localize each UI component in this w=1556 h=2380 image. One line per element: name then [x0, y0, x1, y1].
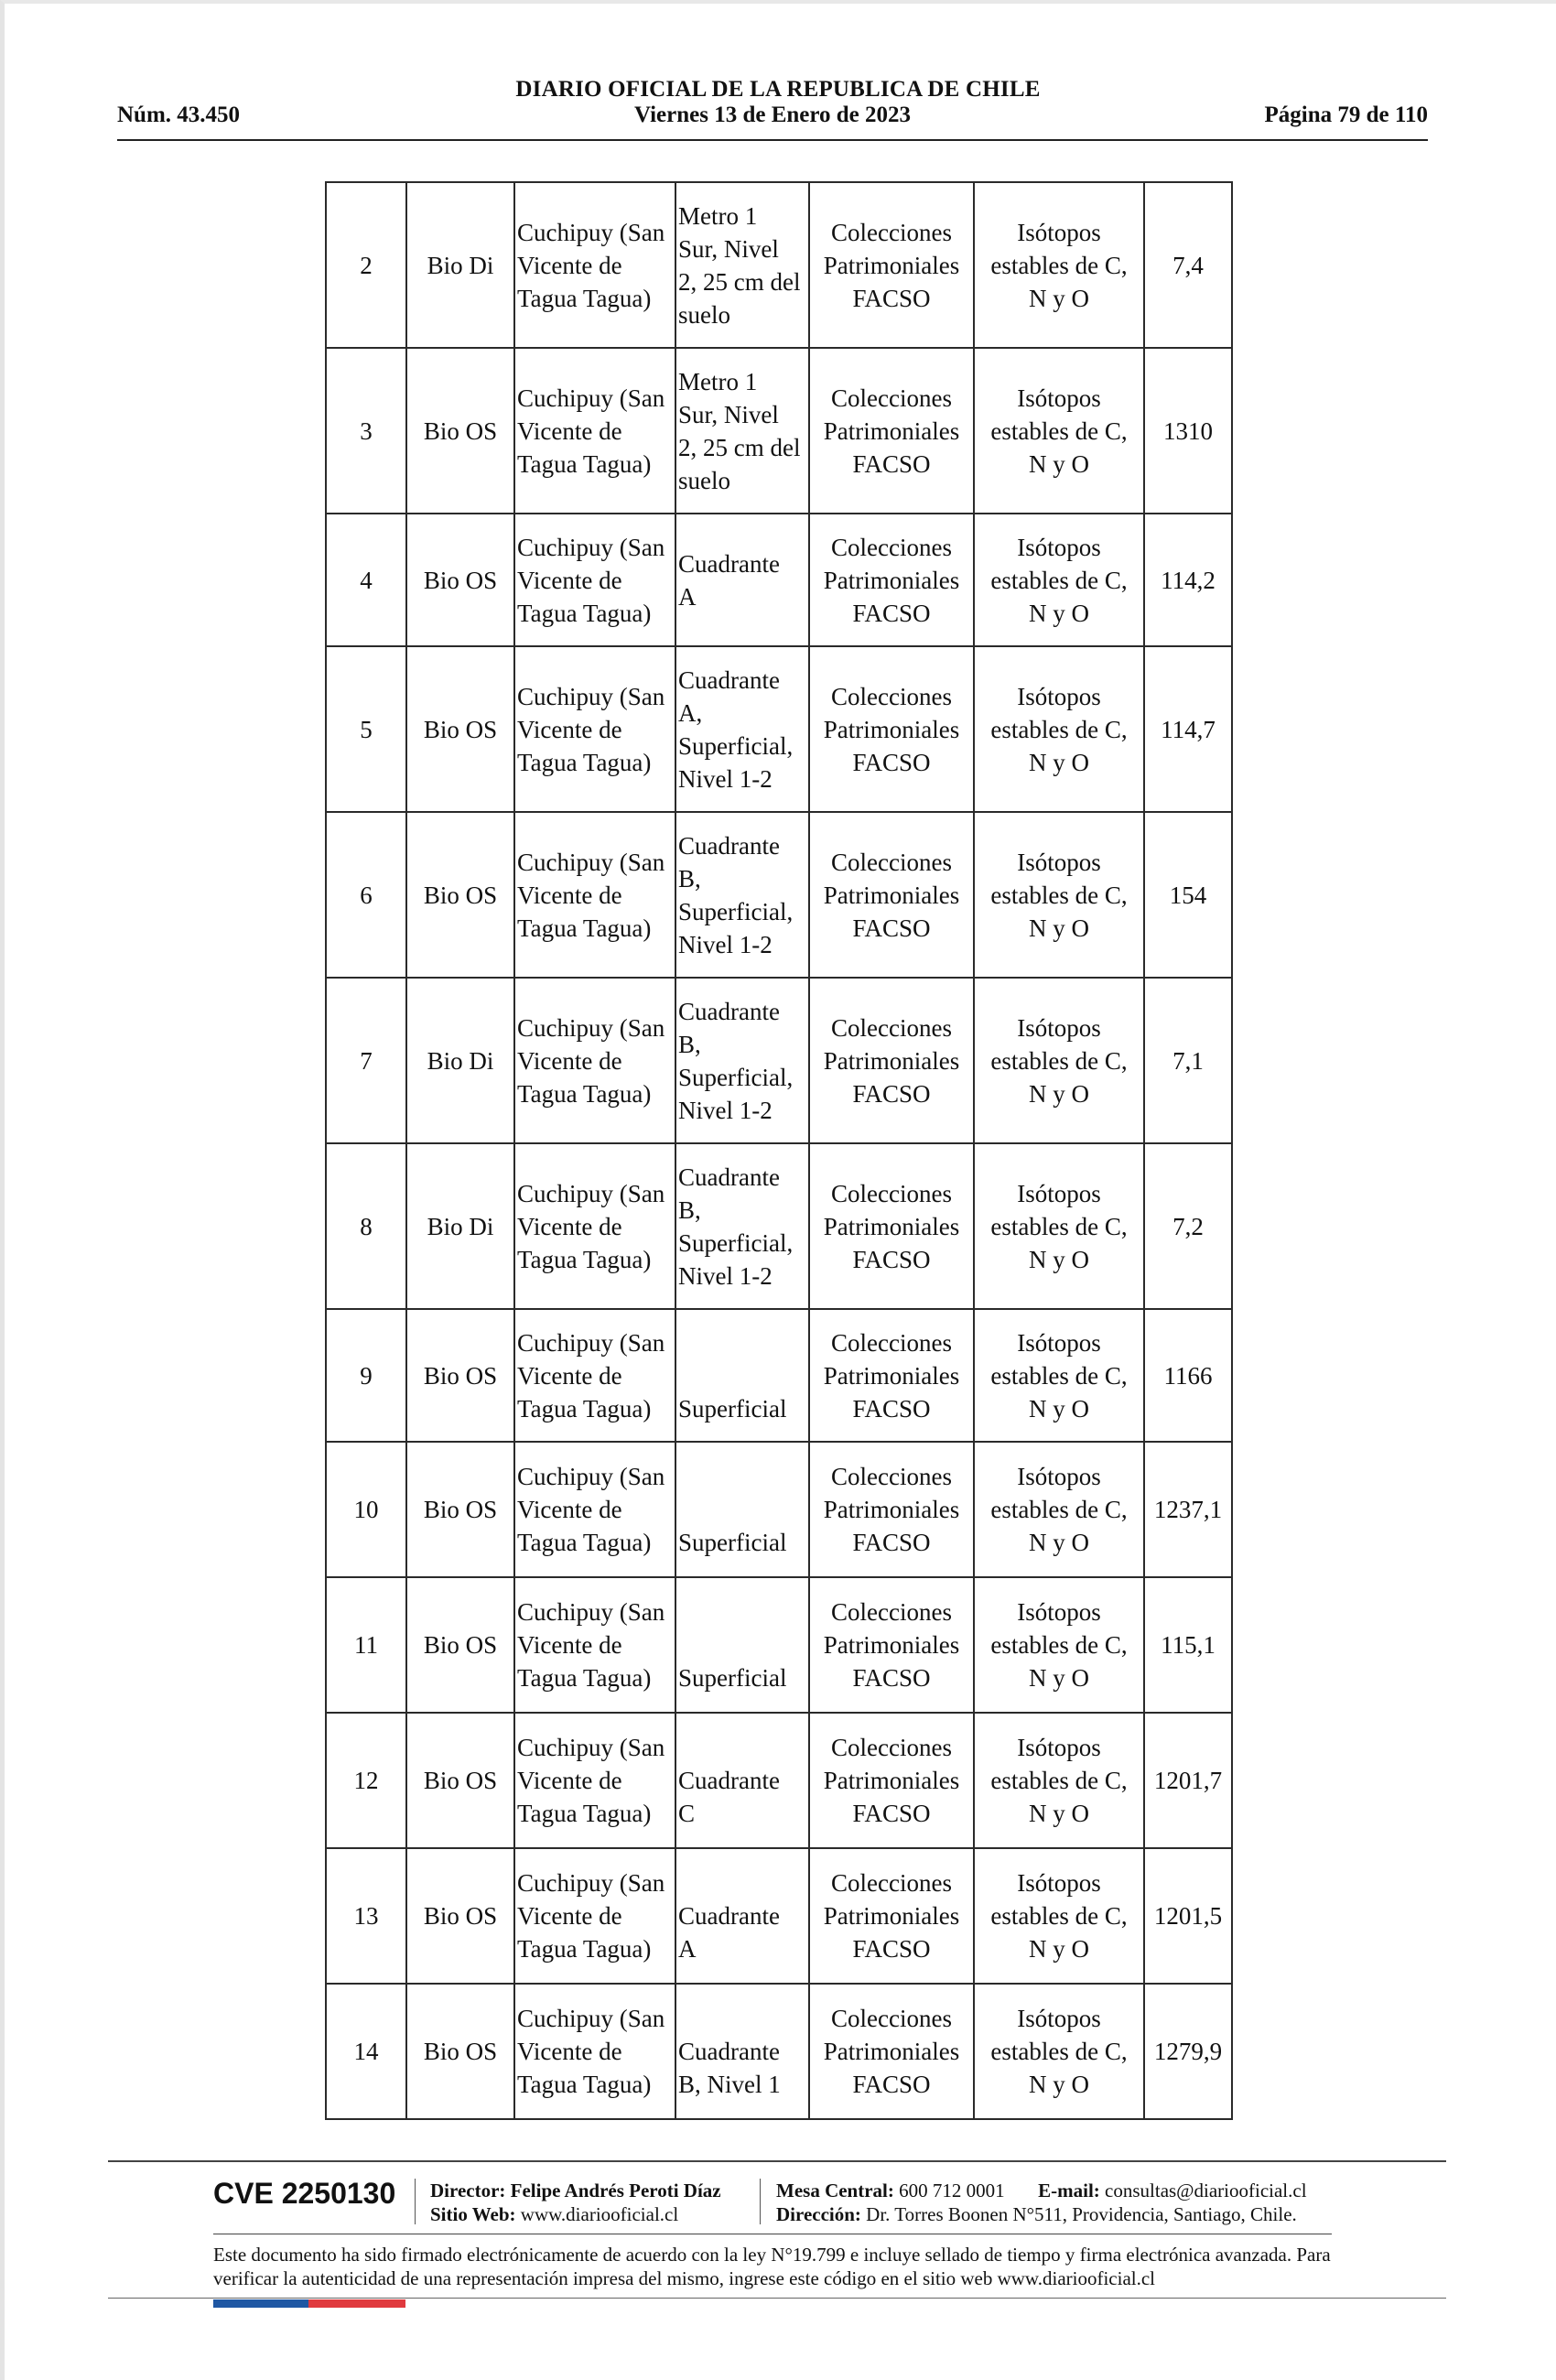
- row-number-cell: 8: [326, 1143, 406, 1309]
- location-cell-line: B,: [678, 1195, 701, 1224]
- analysis-cell-line: estables de C,: [990, 1767, 1128, 1794]
- analysis-cell: [974, 348, 1144, 514]
- sample-type-cell: Bio OS: [406, 514, 514, 646]
- collection-cell-line: Patrimoniales: [823, 566, 960, 594]
- row-number-cell: 14: [326, 1984, 406, 2119]
- site-cell: [514, 1713, 675, 1848]
- email-link[interactable]: consultas@diariooficial.cl: [1105, 2180, 1307, 2202]
- site-cell-line: Cuchipuy (San: [517, 1179, 665, 1207]
- row-number-cell: 13: [326, 1848, 406, 1984]
- collection-cell-line: Colecciones: [831, 533, 952, 561]
- site-cell-line: Vicente de: [517, 2038, 622, 2065]
- location-cell-line: C: [678, 1800, 696, 1827]
- address-value: Dr. Torres Boonen N°511, Providencia, Santiago, Chile.: [866, 2203, 1297, 2225]
- collection-cell-line: FACSO: [852, 2071, 931, 2098]
- location-cell-line: Cuadrante: [678, 2038, 780, 2065]
- address-label: Dirección:: [776, 2203, 861, 2225]
- signature-note: Este documento ha sido firmado electrónicamente de acuerdo con la ley N°19.799 e incluye sellado de tiempo y firma electrónica avanzada. Para verificar la autenticidad de una representación impresa del mismo, ingrese este código en el sitio web www.diariooficial.cl: [213, 2244, 1331, 2289]
- value-cell: 1166: [1144, 1309, 1232, 1442]
- table-row: [326, 646, 1232, 812]
- location-cell-line: Nivel 1-2: [678, 764, 773, 793]
- collection-cell: [809, 646, 974, 812]
- location-cell: [675, 812, 809, 978]
- analysis-cell-line: estables de C,: [990, 251, 1128, 279]
- collection-cell: [809, 1577, 974, 1713]
- site-cell-line: Tagua Tagua): [517, 284, 652, 312]
- site-cell: [514, 1442, 675, 1577]
- collection-cell-line: Colecciones: [831, 1328, 952, 1357]
- location-cell: [675, 182, 809, 348]
- site-cell-line: Tagua Tagua): [517, 914, 652, 942]
- collection-cell-line: Patrimoniales: [823, 2038, 960, 2065]
- location-cell-line: [678, 1460, 806, 1493]
- collection-cell: [809, 1984, 974, 2119]
- collection-cell: [809, 1713, 974, 1848]
- site-cell-line: Cuchipuy (San: [517, 1734, 665, 1761]
- site-cell-line: Vicente de: [517, 1767, 622, 1794]
- analysis-cell-line: N y O: [1029, 1800, 1089, 1827]
- site-cell-line: Vicente de: [517, 416, 622, 445]
- analysis-cell-line: estables de C,: [990, 1631, 1128, 1659]
- collection-cell-line: FACSO: [852, 1935, 931, 1963]
- collection-cell-line: FACSO: [852, 599, 931, 627]
- location-cell-line: B,: [678, 1030, 701, 1058]
- collection-cell-line: Patrimoniales: [823, 1212, 960, 1240]
- sample-type-cell: Bio Di: [406, 1143, 514, 1309]
- site-cell-line: Tagua Tagua): [517, 1664, 652, 1692]
- collection-cell: [809, 348, 974, 514]
- footer-rule-top: [108, 2160, 1446, 2162]
- site-cell-line: Vicente de: [517, 1496, 622, 1523]
- analysis-cell-line: estables de C,: [990, 715, 1128, 743]
- site-cell-line: Tagua Tagua): [517, 1935, 652, 1963]
- collection-cell-line: FACSO: [852, 1245, 931, 1273]
- collection-cell-line: Colecciones: [831, 218, 952, 246]
- site-cell: [514, 1984, 675, 2119]
- site-cell-line: Cuchipuy (San: [517, 533, 665, 561]
- location-cell-line: [678, 1359, 806, 1392]
- collection-cell-line: Colecciones: [831, 1463, 952, 1490]
- value-cell: 7,2: [1144, 1143, 1232, 1309]
- issue-number: Núm. 43.450: [117, 103, 241, 127]
- analysis-cell-line: Isótopos: [1017, 384, 1101, 412]
- analysis-cell-line: estables de C,: [990, 1902, 1128, 1930]
- analysis-cell: [974, 1143, 1144, 1309]
- row-number-cell: 9: [326, 1309, 406, 1442]
- collection-cell-line: Patrimoniales: [823, 1361, 960, 1390]
- analysis-cell-line: N y O: [1029, 748, 1089, 776]
- location-cell-line: Superficial,: [678, 1063, 794, 1091]
- analysis-cell: [974, 1442, 1144, 1577]
- table-row: [326, 182, 1232, 348]
- row-number-cell: 2: [326, 182, 406, 348]
- site-cell-line: Cuchipuy (San: [517, 1869, 665, 1897]
- row-number-cell: 6: [326, 812, 406, 978]
- table-row: [326, 1143, 1232, 1309]
- location-cell-line: [678, 1493, 806, 1526]
- row-number-cell: 11: [326, 1577, 406, 1713]
- location-cell-line: [678, 1326, 806, 1359]
- collection-cell-line: Colecciones: [831, 1013, 952, 1042]
- analysis-cell-line: N y O: [1029, 1935, 1089, 1963]
- collection-cell-line: Colecciones: [831, 1869, 952, 1897]
- location-cell-line: Nivel 1-2: [678, 1261, 773, 1290]
- location-cell: [675, 1713, 809, 1848]
- site-cell-line: Tagua Tagua): [517, 1800, 652, 1827]
- value-cell: 115,1: [1144, 1577, 1232, 1713]
- location-cell-line: Cuadrante: [678, 665, 780, 694]
- value-cell: 154: [1144, 812, 1232, 978]
- location-cell: [675, 1309, 809, 1442]
- location-cell: [675, 1848, 809, 1984]
- flag-stripe-red: [308, 2299, 405, 2308]
- location-cell-line: Superficial,: [678, 731, 794, 760]
- analysis-cell-line: Isótopos: [1017, 1179, 1101, 1207]
- analysis-cell-line: N y O: [1029, 1394, 1089, 1423]
- location-cell: [675, 1577, 809, 1713]
- value-cell: 7,4: [1144, 182, 1232, 348]
- location-cell-line: Cuadrante: [678, 831, 780, 860]
- analysis-cell-line: N y O: [1029, 1529, 1089, 1556]
- site-cell-line: Cuchipuy (San: [517, 1598, 665, 1626]
- site-cell: [514, 1309, 675, 1442]
- analysis-cell-line: Isótopos: [1017, 533, 1101, 561]
- collection-cell-line: Patrimoniales: [823, 1046, 960, 1075]
- collection-cell-line: FACSO: [852, 748, 931, 776]
- collection-cell-line: Colecciones: [831, 1598, 952, 1626]
- location-cell: [675, 514, 809, 646]
- location-cell: [675, 1984, 809, 2119]
- location-cell-line: Cuadrante: [678, 1163, 780, 1191]
- location-cell-line: [678, 1596, 806, 1628]
- location-cell-line: suelo: [678, 300, 730, 329]
- location-cell-line: A: [678, 1935, 697, 1963]
- collection-cell-line: FACSO: [852, 914, 931, 942]
- sample-type-cell: Bio OS: [406, 1309, 514, 1442]
- location-cell-line: Cuadrante: [678, 1902, 780, 1930]
- sample-type-cell: Bio OS: [406, 1577, 514, 1713]
- site-cell-line: Cuchipuy (San: [517, 1463, 665, 1490]
- location-cell-line: B, Nivel 1: [678, 2071, 781, 2098]
- location-cell: [675, 646, 809, 812]
- site-cell-line: Tagua Tagua): [517, 1394, 652, 1423]
- row-number-cell: 12: [326, 1713, 406, 1848]
- collection-cell: [809, 1143, 974, 1309]
- analysis-cell-line: Isótopos: [1017, 1013, 1101, 1042]
- site-cell-line: Cuchipuy (San: [517, 848, 665, 876]
- analysis-cell-line: Isótopos: [1017, 1328, 1101, 1357]
- sample-type-cell: Bio Di: [406, 978, 514, 1143]
- analysis-cell-line: estables de C,: [990, 881, 1128, 909]
- location-cell-line: Cuadrante: [678, 549, 780, 578]
- site-cell: [514, 348, 675, 514]
- sample-type-cell: Bio Di: [406, 182, 514, 348]
- footer-separator: [415, 2179, 416, 2224]
- analysis-cell-line: Isótopos: [1017, 682, 1101, 710]
- table-row: [326, 1984, 1232, 2119]
- samples-table: [325, 181, 1233, 2120]
- site-cell-line: Tagua Tagua): [517, 1529, 652, 1556]
- sample-type-cell: Bio OS: [406, 1984, 514, 2119]
- value-cell: 1201,5: [1144, 1848, 1232, 1984]
- site-cell: [514, 978, 675, 1143]
- analysis-cell-line: N y O: [1029, 914, 1089, 942]
- value-cell: 1279,9: [1144, 1984, 1232, 2119]
- table-row: [326, 1577, 1232, 1713]
- site-cell-line: Vicente de: [517, 715, 622, 743]
- site-cell: [514, 812, 675, 978]
- collection-cell-line: Patrimoniales: [823, 715, 960, 743]
- issue-date: Viernes 13 de Enero de 2023: [633, 103, 912, 127]
- value-cell: 1310: [1144, 348, 1232, 514]
- site-cell-line: Tagua Tagua): [517, 1079, 652, 1108]
- site-cell-line: Cuchipuy (San: [517, 1013, 665, 1042]
- cve-code: CVE 2250130: [213, 2177, 396, 2210]
- site-cell-line: Vicente de: [517, 1046, 622, 1075]
- collection-cell-line: FACSO: [852, 284, 931, 312]
- location-cell-line: Sur, Nivel: [678, 400, 779, 428]
- analysis-cell-line: Isótopos: [1017, 1869, 1101, 1897]
- value-cell: 1237,1: [1144, 1442, 1232, 1577]
- site-cell: [514, 514, 675, 646]
- location-cell: [675, 1442, 809, 1577]
- phone-label: Mesa Central:: [776, 2180, 894, 2202]
- location-cell-line: Metro 1: [678, 367, 758, 395]
- site-cell: [514, 1577, 675, 1713]
- collection-cell-line: FACSO: [852, 1529, 931, 1556]
- analysis-cell-line: estables de C,: [990, 1046, 1128, 1075]
- collection-cell-line: Colecciones: [831, 2005, 952, 2032]
- analysis-cell: [974, 1848, 1144, 1984]
- collection-cell-line: Patrimoniales: [823, 251, 960, 279]
- location-cell: [675, 348, 809, 514]
- analysis-cell: [974, 1577, 1144, 1713]
- footer-director-block: [430, 2179, 721, 2226]
- analysis-cell: [974, 1713, 1144, 1848]
- row-number-cell: 10: [326, 1442, 406, 1577]
- site-cell-line: Tagua Tagua): [517, 1245, 652, 1273]
- collection-cell-line: Patrimoniales: [823, 1496, 960, 1523]
- header-rule: [117, 139, 1428, 141]
- location-cell-line: B,: [678, 864, 701, 892]
- flag-stripe-blue: [213, 2299, 308, 2308]
- collection-cell-line: Colecciones: [831, 682, 952, 710]
- email-label: E-mail:: [1038, 2180, 1100, 2202]
- table-row: [326, 1848, 1232, 1984]
- analysis-cell: [974, 978, 1144, 1143]
- location-cell-line: Metro 1: [678, 201, 758, 230]
- analysis-cell-line: Isótopos: [1017, 848, 1101, 876]
- collection-cell-line: Colecciones: [831, 1734, 952, 1761]
- site-cell-line: Cuchipuy (San: [517, 682, 665, 710]
- location-cell-line: suelo: [678, 466, 730, 494]
- location-cell-line: Sur, Nivel: [678, 234, 779, 263]
- analysis-cell-line: Isótopos: [1017, 2005, 1101, 2032]
- footer-separator: [760, 2179, 761, 2224]
- site-cell-line: Vicente de: [517, 881, 622, 909]
- analysis-cell-line: estables de C,: [990, 2038, 1128, 2065]
- location-cell-line: [678, 1628, 806, 1661]
- collection-cell: [809, 514, 974, 646]
- analysis-cell: [974, 1309, 1144, 1442]
- site-cell-line: Cuchipuy (San: [517, 384, 665, 412]
- analysis-cell: [974, 182, 1144, 348]
- collection-cell-line: FACSO: [852, 1800, 931, 1827]
- site-cell-line: Vicente de: [517, 1361, 622, 1390]
- row-number-cell: 7: [326, 978, 406, 1143]
- table-row: [326, 1309, 1232, 1442]
- table-row: [326, 978, 1232, 1143]
- location-cell-line: [678, 2002, 806, 2035]
- analysis-cell-line: Isótopos: [1017, 218, 1101, 246]
- web-link[interactable]: www.diariooficial.cl: [520, 2203, 679, 2225]
- location-cell-line: Superficial,: [678, 897, 794, 925]
- collection-cell-line: Colecciones: [831, 848, 952, 876]
- collection-cell-line: FACSO: [852, 1664, 931, 1692]
- location-cell-line: Cuadrante: [678, 997, 780, 1025]
- site-cell: [514, 646, 675, 812]
- collection-cell: [809, 182, 974, 348]
- analysis-cell: [974, 514, 1144, 646]
- location-cell-line: Superficial: [678, 1664, 787, 1692]
- site-cell-line: Cuchipuy (San: [517, 2005, 665, 2032]
- value-cell: 7,1: [1144, 978, 1232, 1143]
- location-cell-line: Cuadrante: [678, 1767, 780, 1794]
- collection-cell-line: Patrimoniales: [823, 1631, 960, 1659]
- location-cell-line: Superficial,: [678, 1228, 794, 1257]
- table-row: [326, 348, 1232, 514]
- web-label: Sitio Web:: [430, 2203, 516, 2225]
- analysis-cell-line: estables de C,: [990, 1496, 1128, 1523]
- collection-cell-line: FACSO: [852, 1079, 931, 1108]
- analysis-cell-line: Isótopos: [1017, 1598, 1101, 1626]
- collection-cell-line: Colecciones: [831, 1179, 952, 1207]
- collection-cell: [809, 1309, 974, 1442]
- analysis-cell-line: estables de C,: [990, 1212, 1128, 1240]
- sample-type-cell: Bio OS: [406, 1713, 514, 1848]
- analysis-cell-line: N y O: [1029, 449, 1089, 478]
- sample-type-cell: Bio OS: [406, 1848, 514, 1984]
- analysis-cell-line: N y O: [1029, 1079, 1089, 1108]
- analysis-cell: [974, 1984, 1144, 2119]
- location-cell-line: Nivel 1-2: [678, 1096, 773, 1124]
- collection-cell: [809, 812, 974, 978]
- location-cell-line: 2, 25 cm del: [678, 267, 801, 296]
- site-cell-line: Vicente de: [517, 1902, 622, 1930]
- site-cell-line: Tagua Tagua): [517, 599, 652, 627]
- analysis-cell: [974, 812, 1144, 978]
- sample-type-cell: Bio OS: [406, 812, 514, 978]
- analysis-cell: [974, 646, 1144, 812]
- collection-cell: [809, 978, 974, 1143]
- location-cell-line: [678, 1866, 806, 1899]
- value-cell: 114,2: [1144, 514, 1232, 646]
- analysis-cell-line: N y O: [1029, 1664, 1089, 1692]
- sample-type-cell: Bio OS: [406, 646, 514, 812]
- site-cell: [514, 182, 675, 348]
- value-cell: 1201,7: [1144, 1713, 1232, 1848]
- collection-cell-line: FACSO: [852, 1394, 931, 1423]
- director-label: Director:: [430, 2180, 506, 2202]
- site-cell-line: Tagua Tagua): [517, 449, 652, 478]
- analysis-cell-line: N y O: [1029, 284, 1089, 312]
- site-cell-line: Cuchipuy (San: [517, 1328, 665, 1357]
- collection-cell-line: FACSO: [852, 449, 931, 478]
- row-number-cell: 5: [326, 646, 406, 812]
- table-row: [326, 1713, 1232, 1848]
- analysis-cell-line: estables de C,: [990, 566, 1128, 594]
- analysis-cell-line: N y O: [1029, 599, 1089, 627]
- analysis-cell-line: estables de C,: [990, 1361, 1128, 1390]
- location-cell-line: 2, 25 cm del: [678, 433, 801, 461]
- collection-cell-line: Patrimoniales: [823, 416, 960, 445]
- location-cell-line: Superficial: [678, 1394, 787, 1423]
- analysis-cell-line: N y O: [1029, 2071, 1089, 2098]
- site-cell-line: Vicente de: [517, 1631, 622, 1659]
- collection-cell: [809, 1848, 974, 1984]
- row-number-cell: 4: [326, 514, 406, 646]
- collection-cell-line: Colecciones: [831, 384, 952, 412]
- location-cell-line: Nivel 1-2: [678, 930, 773, 958]
- collection-cell-line: Patrimoniales: [823, 1767, 960, 1794]
- location-cell-line: A,: [678, 698, 703, 727]
- analysis-cell-line: N y O: [1029, 1245, 1089, 1273]
- collection-cell-line: Patrimoniales: [823, 1902, 960, 1930]
- analysis-cell-line: Isótopos: [1017, 1463, 1101, 1490]
- director-name: Felipe Andrés Peroti Díaz: [510, 2180, 721, 2202]
- footer-contact-block: [776, 2179, 1307, 2226]
- site-cell-line: Cuchipuy (San: [517, 218, 665, 246]
- sample-type-cell: Bio OS: [406, 348, 514, 514]
- collection-cell: [809, 1442, 974, 1577]
- site-cell-line: Tagua Tagua): [517, 748, 652, 776]
- footer-rule-bottom: [108, 2298, 1446, 2299]
- sample-type-cell: Bio OS: [406, 1442, 514, 1577]
- site-cell-line: Vicente de: [517, 1212, 622, 1240]
- site-cell: [514, 1848, 675, 1984]
- analysis-cell-line: estables de C,: [990, 416, 1128, 445]
- location-cell-line: A: [678, 582, 697, 611]
- phone-value: 600 712 0001: [899, 2180, 1005, 2202]
- row-number-cell: 3: [326, 348, 406, 514]
- table-row: [326, 1442, 1232, 1577]
- site-cell-line: Vicente de: [517, 566, 622, 594]
- site-cell: [514, 1143, 675, 1309]
- page-number: Página 79 de 110: [1264, 103, 1428, 127]
- value-cell: 114,7: [1144, 646, 1232, 812]
- analysis-cell-line: Isótopos: [1017, 1734, 1101, 1761]
- table-row: [326, 514, 1232, 646]
- table-row: [326, 812, 1232, 978]
- location-cell-line: [678, 1731, 806, 1764]
- newspaper-title: DIARIO OFICIAL DE LA REPUBLICA DE CHILE: [515, 77, 1041, 102]
- location-cell: [675, 978, 809, 1143]
- site-cell-line: Vicente de: [517, 251, 622, 279]
- site-cell-line: Tagua Tagua): [517, 2071, 652, 2098]
- collection-cell-line: Patrimoniales: [823, 881, 960, 909]
- location-cell: [675, 1143, 809, 1309]
- location-cell-line: Superficial: [678, 1529, 787, 1556]
